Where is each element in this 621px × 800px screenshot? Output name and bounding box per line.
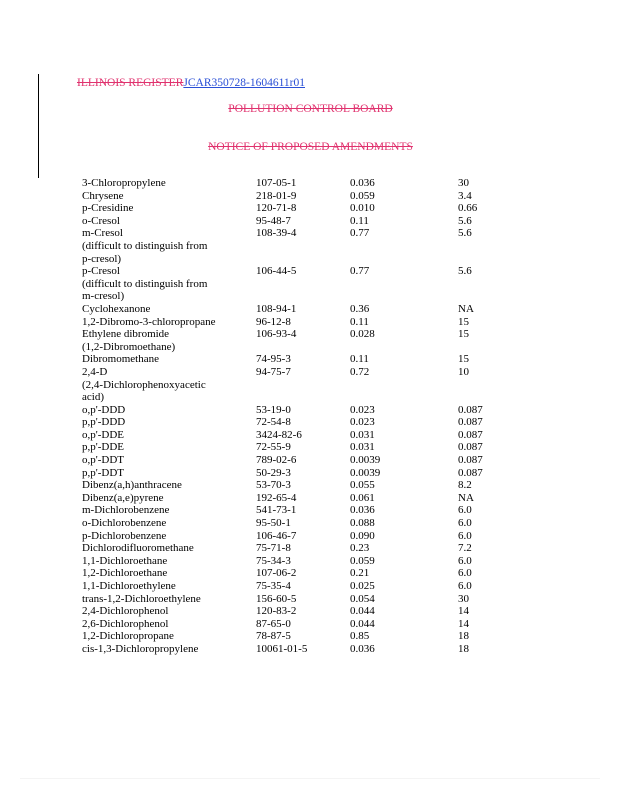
table-row <box>82 303 518 316</box>
table-row <box>82 593 518 606</box>
nonwastewater-standard: 15 <box>458 328 469 341</box>
nonwastewater-standard: 3.4 <box>458 189 472 202</box>
nonwastewater-standard: 14 <box>458 617 469 630</box>
nonwastewater-standard: 6.0 <box>458 554 472 567</box>
revision-change-bar <box>38 74 39 178</box>
wastewater-standard: 0.77 <box>350 265 370 278</box>
constituent-name: o,p'-DDD <box>82 403 126 416</box>
constituent-name: Ethylene dibromide <box>82 328 170 341</box>
table-row <box>82 253 518 266</box>
cas-number: 108-94-1 <box>256 302 297 315</box>
nonwastewater-standard: 0.087 <box>458 416 483 429</box>
cas-number: 106-46-7 <box>256 529 297 542</box>
wastewater-standard: 0.088 <box>350 517 375 530</box>
cas-number: 53-70-3 <box>256 479 291 492</box>
table-row <box>82 467 518 480</box>
cas-number: 10061-01-5 <box>256 642 308 655</box>
register-code: JCAR350728-1604611r01 <box>183 77 305 89</box>
table-row <box>82 530 518 543</box>
constituent-name: Cyclohexanone <box>82 302 151 315</box>
table-row <box>82 580 518 593</box>
cas-number: 108-39-4 <box>256 227 297 240</box>
cas-number: 106-93-4 <box>256 328 297 341</box>
nonwastewater-standard: 30 <box>458 177 469 189</box>
nonwastewater-standard: 5.6 <box>458 214 472 227</box>
constituent-name: 1,2-Dibromo-3-chloropropane <box>82 315 216 328</box>
constituent-name: p-Dichlorobenzene <box>82 529 167 542</box>
cas-number: 107-06-2 <box>256 567 297 580</box>
wastewater-standard: 0.036 <box>350 642 375 655</box>
wastewater-standard: 0.0039 <box>350 454 381 467</box>
constituent-name: o,p'-DDT <box>82 454 125 467</box>
wastewater-standard: 0.023 <box>350 403 375 416</box>
wastewater-standard: 0.055 <box>350 479 375 492</box>
cas-number: 120-83-2 <box>256 605 297 618</box>
nonwastewater-standard: 0.087 <box>458 454 483 467</box>
cas-number: 53-19-0 <box>256 403 291 416</box>
constituent-name: (2,4-Dichlorophenoxyacetic <box>82 378 206 391</box>
nonwastewater-standard <box>458 391 518 404</box>
constituent-name: p-cresol) <box>82 252 122 265</box>
nonwastewater-standard: 0.087 <box>458 428 483 441</box>
nonwastewater-standard: 0.087 <box>458 403 483 416</box>
cas-number: 74-95-3 <box>256 353 291 366</box>
table-row <box>82 416 518 429</box>
constituent-table-body <box>82 177 518 656</box>
nonwastewater-standard: 6.0 <box>458 504 472 517</box>
wastewater-standard: 0.054 <box>350 592 375 605</box>
table-row <box>82 454 518 467</box>
constituent-name: Dibenz(a,e)pyrene <box>82 491 164 504</box>
table-row <box>82 328 518 341</box>
nonwastewater-standard: 0.66 <box>458 202 478 215</box>
wastewater-standard <box>350 240 458 253</box>
register-title: ILLINOIS REGISTER <box>77 77 184 89</box>
wastewater-standard <box>350 278 458 291</box>
table-row <box>82 215 518 228</box>
cas-number: 72-54-8 <box>256 416 291 429</box>
wastewater-standard: 0.023 <box>350 416 375 429</box>
constituent-name: acid) <box>82 391 104 404</box>
cas-number: 72-55-9 <box>256 441 291 454</box>
cas-number: 75-35-4 <box>256 580 291 592</box>
constituent-name: p,p'-DDT <box>82 466 125 479</box>
cas-number <box>256 341 350 354</box>
register-header <box>77 76 305 90</box>
wastewater-standard: 0.0039 <box>350 466 381 479</box>
constituent-name: 1,2-Dichloropropane <box>82 630 174 643</box>
constituent-name: cis-1,3-Dichloropropylene <box>82 642 199 655</box>
nonwastewater-standard: 10 <box>458 365 469 378</box>
cas-number: 192-65-4 <box>256 491 297 504</box>
cas-number: 3424-82-6 <box>256 428 302 441</box>
table-row <box>82 643 518 656</box>
table-row <box>82 492 518 505</box>
constituent-name: 1,1-Dichloroethylene <box>82 580 176 592</box>
wastewater-standard: 0.85 <box>350 630 370 643</box>
constituent-table <box>82 177 518 656</box>
cas-number <box>256 391 350 404</box>
table-row <box>82 278 518 291</box>
wastewater-standard: 0.061 <box>350 491 375 504</box>
table-row <box>82 190 518 203</box>
constituent-name: (difficult to distinguish from <box>82 239 208 252</box>
constituent-name: m-Dichlorobenzene <box>82 504 170 517</box>
cas-number: 106-44-5 <box>256 265 297 278</box>
table-row <box>82 391 518 404</box>
table-row <box>82 353 518 366</box>
table-row <box>82 605 518 618</box>
cas-number: 156-60-5 <box>256 592 297 605</box>
nonwastewater-standard: 18 <box>458 630 469 643</box>
nonwastewater-standard: 6.0 <box>458 529 472 542</box>
cas-number: 94-75-7 <box>256 365 291 378</box>
constituent-name: o-Cresol <box>82 214 120 227</box>
table-row <box>82 290 518 303</box>
constituent-name: Dibromomethane <box>82 353 159 366</box>
wastewater-standard: 0.044 <box>350 605 375 618</box>
nonwastewater-standard: 18 <box>458 642 469 655</box>
wastewater-standard: 0.21 <box>350 567 370 580</box>
cas-number <box>256 253 350 266</box>
constituent-name: 1,2-Dichloroethane <box>82 567 168 580</box>
constituent-name: 1,1-Dichloroethane <box>82 554 168 567</box>
wastewater-standard <box>350 391 458 404</box>
nonwastewater-standard <box>458 379 518 392</box>
nonwastewater-standard <box>458 341 518 354</box>
constituent-name: m-cresol) <box>82 290 125 303</box>
nonwastewater-standard: NA <box>458 302 474 315</box>
wastewater-standard: 0.059 <box>350 554 375 567</box>
constituent-name: (difficult to distinguish from <box>82 277 208 290</box>
nonwastewater-standard: 0.087 <box>458 441 483 454</box>
constituent-name: p,p'-DDD <box>82 416 126 429</box>
nonwastewater-standard: 6.0 <box>458 567 472 580</box>
wastewater-standard: 0.090 <box>350 529 375 542</box>
constituent-name: 3-Chloropropylene <box>82 177 166 189</box>
wastewater-standard: 0.028 <box>350 328 375 341</box>
wastewater-standard: 0.11 <box>350 353 369 366</box>
nonwastewater-standard <box>458 240 518 253</box>
cas-number <box>256 278 350 291</box>
wastewater-standard: 0.010 <box>350 202 375 215</box>
table-row <box>82 567 518 580</box>
nonwastewater-standard: 8.2 <box>458 479 472 492</box>
wastewater-standard: 0.044 <box>350 617 375 630</box>
nonwastewater-standard: 6.0 <box>458 517 472 530</box>
cas-number: 541-73-1 <box>256 504 297 517</box>
board-title: POLLUTION CONTROL BOARD <box>228 103 393 115</box>
cas-number: 87-65-0 <box>256 617 291 630</box>
cas-number: 50-29-3 <box>256 466 291 479</box>
constituent-name: 2,4-D <box>82 365 108 378</box>
constituent-name: p-Cresol <box>82 265 120 278</box>
page-footer-line <box>20 778 600 779</box>
wastewater-standard <box>350 341 458 354</box>
wastewater-standard: 0.059 <box>350 189 375 202</box>
table-row <box>82 441 518 454</box>
nonwastewater-standard: 14 <box>458 605 469 618</box>
table-row <box>82 517 518 530</box>
constituent-name: p-Cresidine <box>82 202 134 215</box>
cas-number <box>256 240 350 253</box>
constituent-name: Dibenz(a,h)anthracene <box>82 479 182 492</box>
cas-number <box>256 379 350 392</box>
nonwastewater-standard: 6.0 <box>458 580 472 592</box>
wastewater-standard: 0.11 <box>350 315 369 328</box>
constituent-name: p,p'-DDE <box>82 441 125 454</box>
cas-number: 75-34-3 <box>256 554 291 567</box>
constituent-name: o-Dichlorobenzene <box>82 517 167 530</box>
table-row <box>82 404 518 417</box>
wastewater-standard: 0.031 <box>350 441 375 454</box>
cas-number: 95-50-1 <box>256 517 291 530</box>
wastewater-standard: 0.11 <box>350 214 369 227</box>
nonwastewater-standard: 5.6 <box>458 265 472 278</box>
table-row <box>82 479 518 492</box>
wastewater-standard: 0.72 <box>350 365 370 378</box>
wastewater-standard: 0.036 <box>350 504 375 517</box>
nonwastewater-standard <box>458 290 518 303</box>
notice-title: NOTICE OF PROPOSED AMENDMENTS <box>208 141 413 153</box>
cas-number: 107-05-1 <box>256 177 297 189</box>
wastewater-standard: 0.36 <box>350 302 370 315</box>
table-row <box>82 379 518 392</box>
wastewater-standard: 0.036 <box>350 177 375 189</box>
nonwastewater-standard: 30 <box>458 592 469 605</box>
table-row <box>82 542 518 555</box>
wastewater-standard: 0.23 <box>350 542 370 555</box>
wastewater-standard: 0.025 <box>350 580 375 592</box>
nonwastewater-standard: 7.2 <box>458 542 472 555</box>
nonwastewater-standard: 15 <box>458 353 469 366</box>
wastewater-standard: 0.77 <box>350 227 370 240</box>
wastewater-standard <box>350 379 458 392</box>
table-row <box>82 366 518 379</box>
nonwastewater-standard <box>458 278 518 291</box>
table-row <box>82 240 518 253</box>
cas-number: 96-12-8 <box>256 315 291 328</box>
cas-number: 75-71-8 <box>256 542 291 555</box>
table-row <box>82 265 518 278</box>
cas-number: 78-87-5 <box>256 630 291 643</box>
cas-number: 95-48-7 <box>256 214 291 227</box>
cas-number: 120-71-8 <box>256 202 297 215</box>
constituent-name: m-Cresol <box>82 227 123 240</box>
cas-number: 789-02-6 <box>256 454 297 467</box>
nonwastewater-standard: NA <box>458 491 474 504</box>
table-row <box>82 202 518 215</box>
table-row <box>82 630 518 643</box>
constituent-name: trans-1,2-Dichloroethylene <box>82 592 201 605</box>
table-row <box>82 316 518 329</box>
constituent-name: 2,4-Dichlorophenol <box>82 605 169 618</box>
constituent-name: Dichlorodifluoromethane <box>82 542 194 555</box>
nonwastewater-standard <box>458 253 518 266</box>
nonwastewater-standard: 0.087 <box>458 466 483 479</box>
table-row <box>82 429 518 442</box>
table-row <box>82 618 518 631</box>
cas-number <box>256 290 350 303</box>
constituent-name: Chrysene <box>82 189 124 202</box>
nonwastewater-standard: 15 <box>458 315 469 328</box>
table-row <box>82 504 518 517</box>
table-row <box>82 555 518 568</box>
cas-number: 218-01-9 <box>256 189 297 202</box>
wastewater-standard: 0.031 <box>350 428 375 441</box>
wastewater-standard <box>350 290 458 303</box>
constituent-name: o,p'-DDE <box>82 428 125 441</box>
table-row <box>82 341 518 354</box>
constituent-name: 2,6-Dichlorophenol <box>82 617 169 630</box>
table-row <box>82 227 518 240</box>
nonwastewater-standard: 5.6 <box>458 227 472 240</box>
table-row <box>82 177 518 190</box>
constituent-name: (1,2-Dibromoethane) <box>82 340 176 353</box>
wastewater-standard <box>350 253 458 266</box>
